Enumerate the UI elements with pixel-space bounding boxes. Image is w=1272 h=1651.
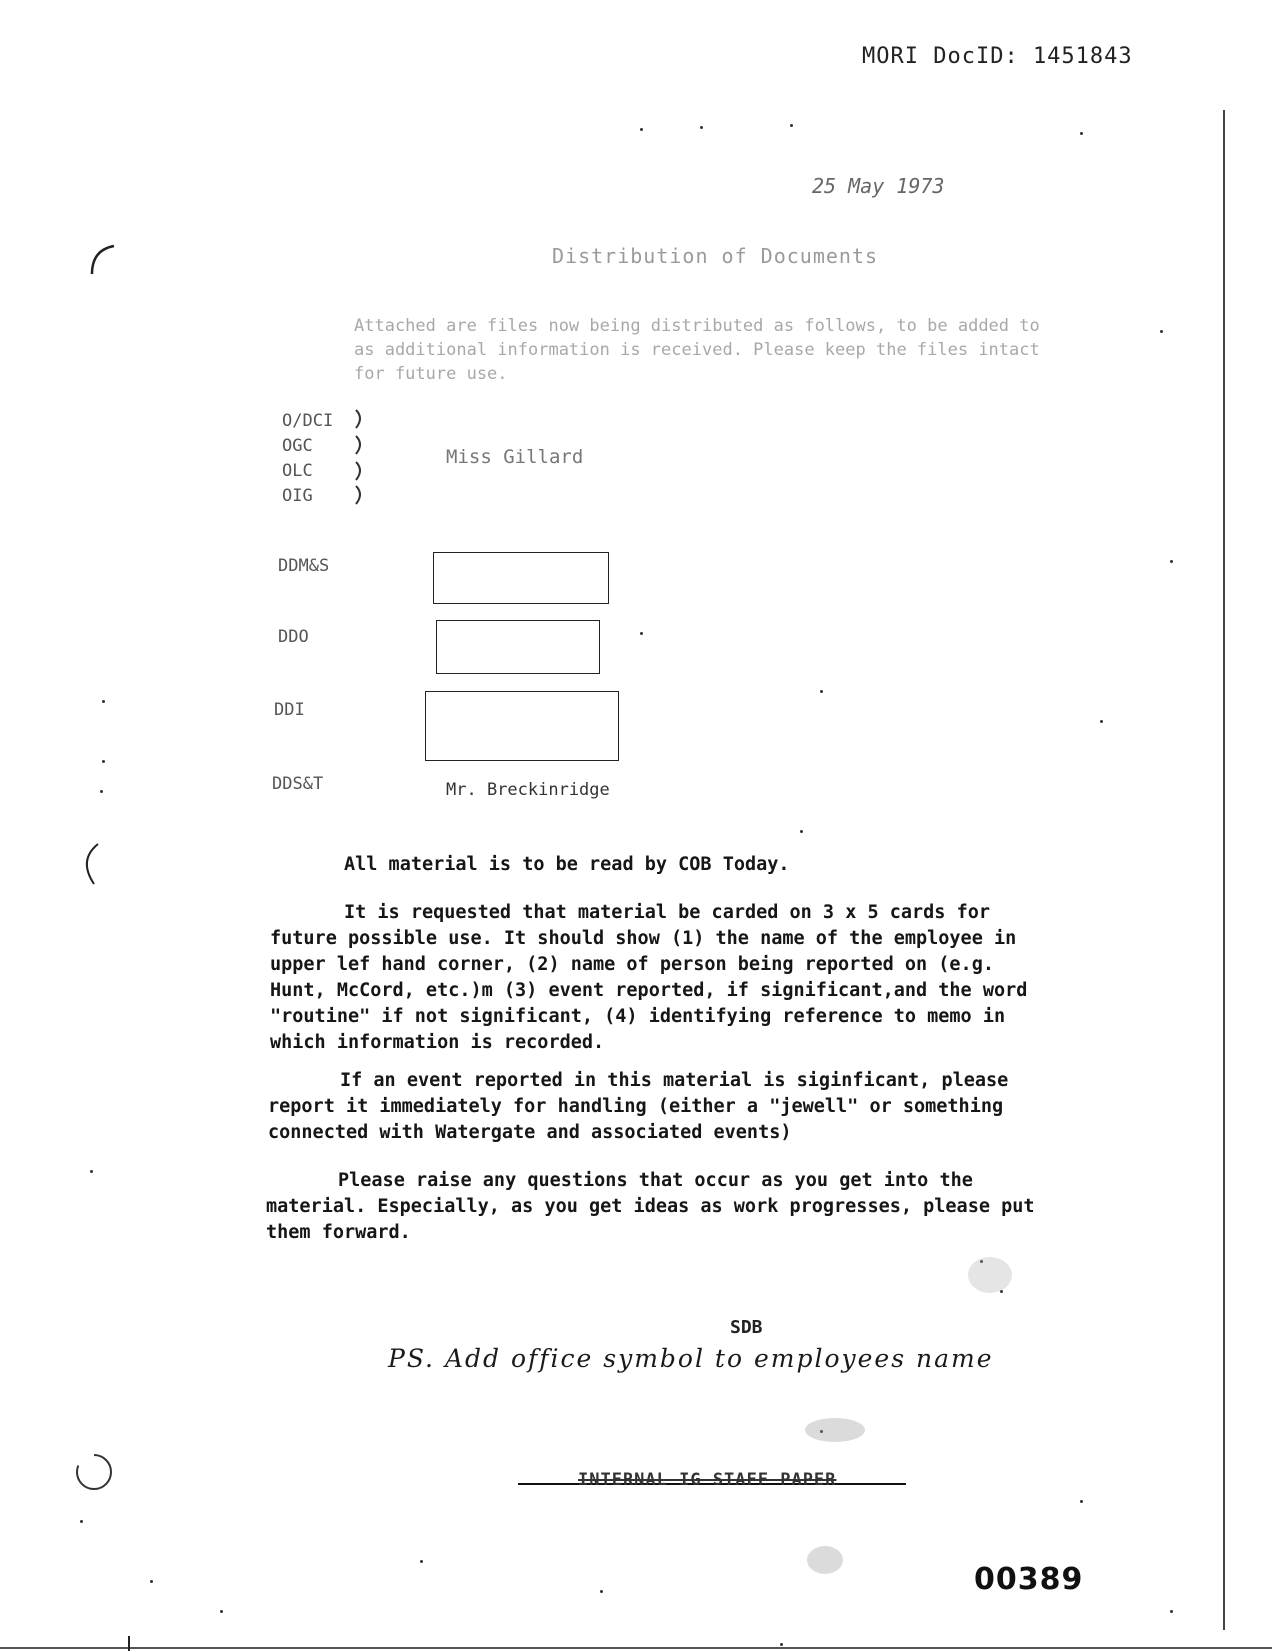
directorate-code-ddi: DDI — [274, 700, 305, 720]
scan-smudge — [800, 1540, 850, 1580]
scan-smudge — [800, 1410, 870, 1450]
routing-brace — [352, 406, 372, 506]
memo-paragraph: It is requested that material be carded on 3 x 5 cards for future possible use. It should show (1) the name of the employee in upper lef hand corner, (2) name of person being reported on (e.g. Hunt, McCord, etc.)m (3) event reported, if significant,and the word "routine" if not significant, (4) identifying reference to memo in which information is recorded. — [270, 902, 1028, 1053]
memo-paragraph: Please raise any questions that occur as you get into the material. Especially, as you get ideas as work progresses, please put them forward. — [266, 1170, 1035, 1243]
memo-intro: Attached are files now being distributed as follows, to be added to as additional information is received. Please keep the files intact for future use. — [354, 316, 1040, 384]
directorate-code-ddo: DDO — [278, 627, 309, 647]
memo-subject: Distribution of Documents — [552, 244, 879, 268]
page-number: 00389 — [974, 1562, 1084, 1597]
punch-hole-mark — [70, 1448, 120, 1498]
routing-code-oig: OIG — [282, 486, 313, 506]
routing-recipient: Miss Gillard — [446, 446, 584, 468]
punch-hole-mark — [84, 240, 124, 280]
doc-id: MORI DocID: 1451843 — [862, 44, 1133, 69]
scan-smudge — [960, 1250, 1020, 1300]
scan-edge-line — [1223, 110, 1225, 1630]
punch-hole-mark — [74, 840, 114, 890]
memo-paragraph: All material is to be read by COB Today. — [344, 854, 790, 875]
directorate-code-ddst: DDS&T — [272, 774, 324, 794]
handwritten-note: PS. Add office symbol to employees name — [388, 1344, 994, 1373]
routing-code-odci: O/DCI — [282, 411, 334, 431]
directorate-code-ddms: DDM&S — [278, 556, 330, 576]
memo-date: 25 May 1973 — [812, 174, 945, 198]
redaction-box — [433, 552, 609, 604]
routing-code-olc: OLC — [282, 461, 313, 481]
memo-paragraph: If an event reported in this material is siginficant, please report it immediately for handling (either a "jewell" or something connected with Watergate and associated events) — [268, 1070, 1009, 1143]
scan-bottom-line — [0, 1647, 1272, 1649]
scan-left-mark — [128, 1636, 130, 1651]
directorate-recipient: Mr. Breckinridge — [446, 780, 610, 800]
classification-marking: INTERNAL IG STAFF PAPER — [578, 1470, 837, 1490]
routing-code-ogc: OGC — [282, 436, 313, 456]
signature-initials: SDB — [730, 1317, 763, 1338]
redaction-box — [425, 691, 619, 761]
redaction-box — [436, 620, 600, 674]
